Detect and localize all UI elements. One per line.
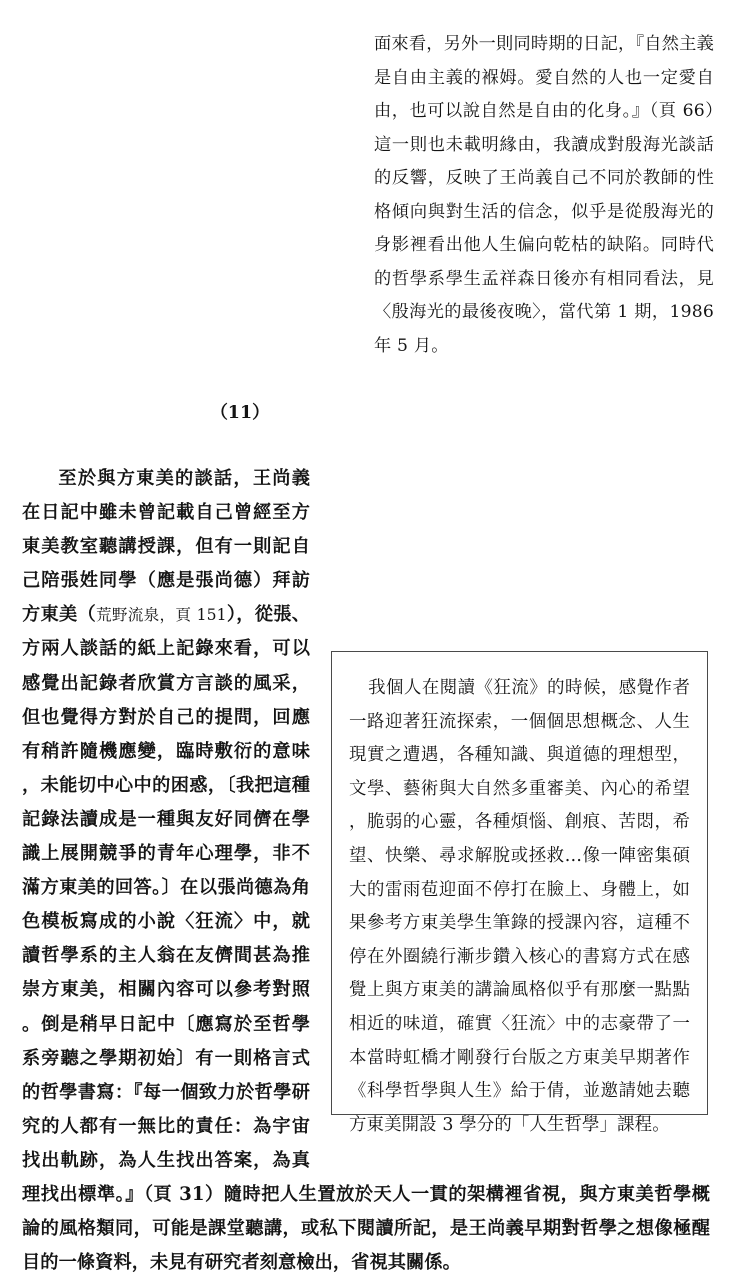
body-text-part-a: 至於與方東美的談話，王尚義在日記中雖未曾記載自己曾經至方東美教室聽講授課，但有一則記自己陪張姓同學（應是張尚德）拜訪方東美（	[22, 468, 310, 626]
aphorism-quote: 每一個致力於哲學研究的人都有一無比的責任：為宇宙找出軌跡，為人生找出答案，為真理找出標準。	[22, 1081, 310, 1205]
section-number: （11）	[210, 403, 270, 423]
pull-quote-text: 我個人在閱讀《狂流》的時候，感覺作者一路迎著狂流探索，一個個思想概念、人生現實之遭遇，各種知識、與道德的理想型，文學、藝術與大自然多重審美、內心的希望，脆弱的心靈，各種煩惱、創痕、苦悶，希望、快樂、尋求解脫或拯救…像一陣密集碩大的雷雨苞迎面不停打在臉上、身體上，如果參考方東美學生筆錄的授課內容，這種不停在外圈繞行漸步鑽入核心的書寫方式在感覺上與方東美的講論風格似乎有那麼一點點相近的味道，確實〈狂流〉中的志豪帶了一本當時虹橋才剛發行台版之方東美早期著作《科學哲學與人生》給于倩，並邀請她去聽方東美開設 3 學分的「人生哲學」課程。	[349, 678, 690, 1135]
pull-quote-box	[331, 651, 708, 1135]
source-citation-note: 荒野流泉，頁 151	[95, 606, 227, 625]
body-text-part-b: ），從張、方兩人談話的紙上記錄來看，可以感覺出記錄者欣賞方言談的風采，但也覺得方對於自己的提問，回應有稍許隨機應變，臨時敷衍的意味，未能切中心中的困惑，〔我把這種記錄法讀成是一種與友好同儕在學識上展開競爭的青年心理學，非不滿方東美的回答。〕在以張尚德為角色模板寫成的小說〈狂流〉中，就讀哲學系的主人翁在友儕間甚為推崇方東美，相關內容可以參考對照。倒是稍早日記中〔應寫於至哲學系旁聽之學期初始〕有一則格言式的哲學書寫：『	[22, 604, 310, 1103]
body-text-part-c: 』（頁 31）隨時把人生置放於天人一貫的架構裡省視，與方東美哲學概論的風格類同，可能是課堂聽講，或私下閱讀所記，是王尚義早期對哲學之想像極醒目的一條資料，未見有研究者刻意檢出，省視其關係。	[22, 1183, 710, 1274]
layout-spacer-top	[310, 462, 710, 656]
continuation-paragraph: 面來看，另外一則同時期的日記，『自然主義是自由主義的褓姆。愛自然的人也一定愛自由，也可以說自然是自由的化身。』（頁 66）這一則也未載明緣由，我讀成對殷海光談話的反響，反映了王尚義自己不同於教師的性格傾向與對生活的信念，似乎是從殷海光的身影裡看出他人生偏向乾枯的缺陷。同時代的哲學系學生孟祥森日後亦有相同看法，見〈殷海光的最後夜晚〉，當代第 1 期，1986 年 5 月。	[374, 34, 714, 356]
